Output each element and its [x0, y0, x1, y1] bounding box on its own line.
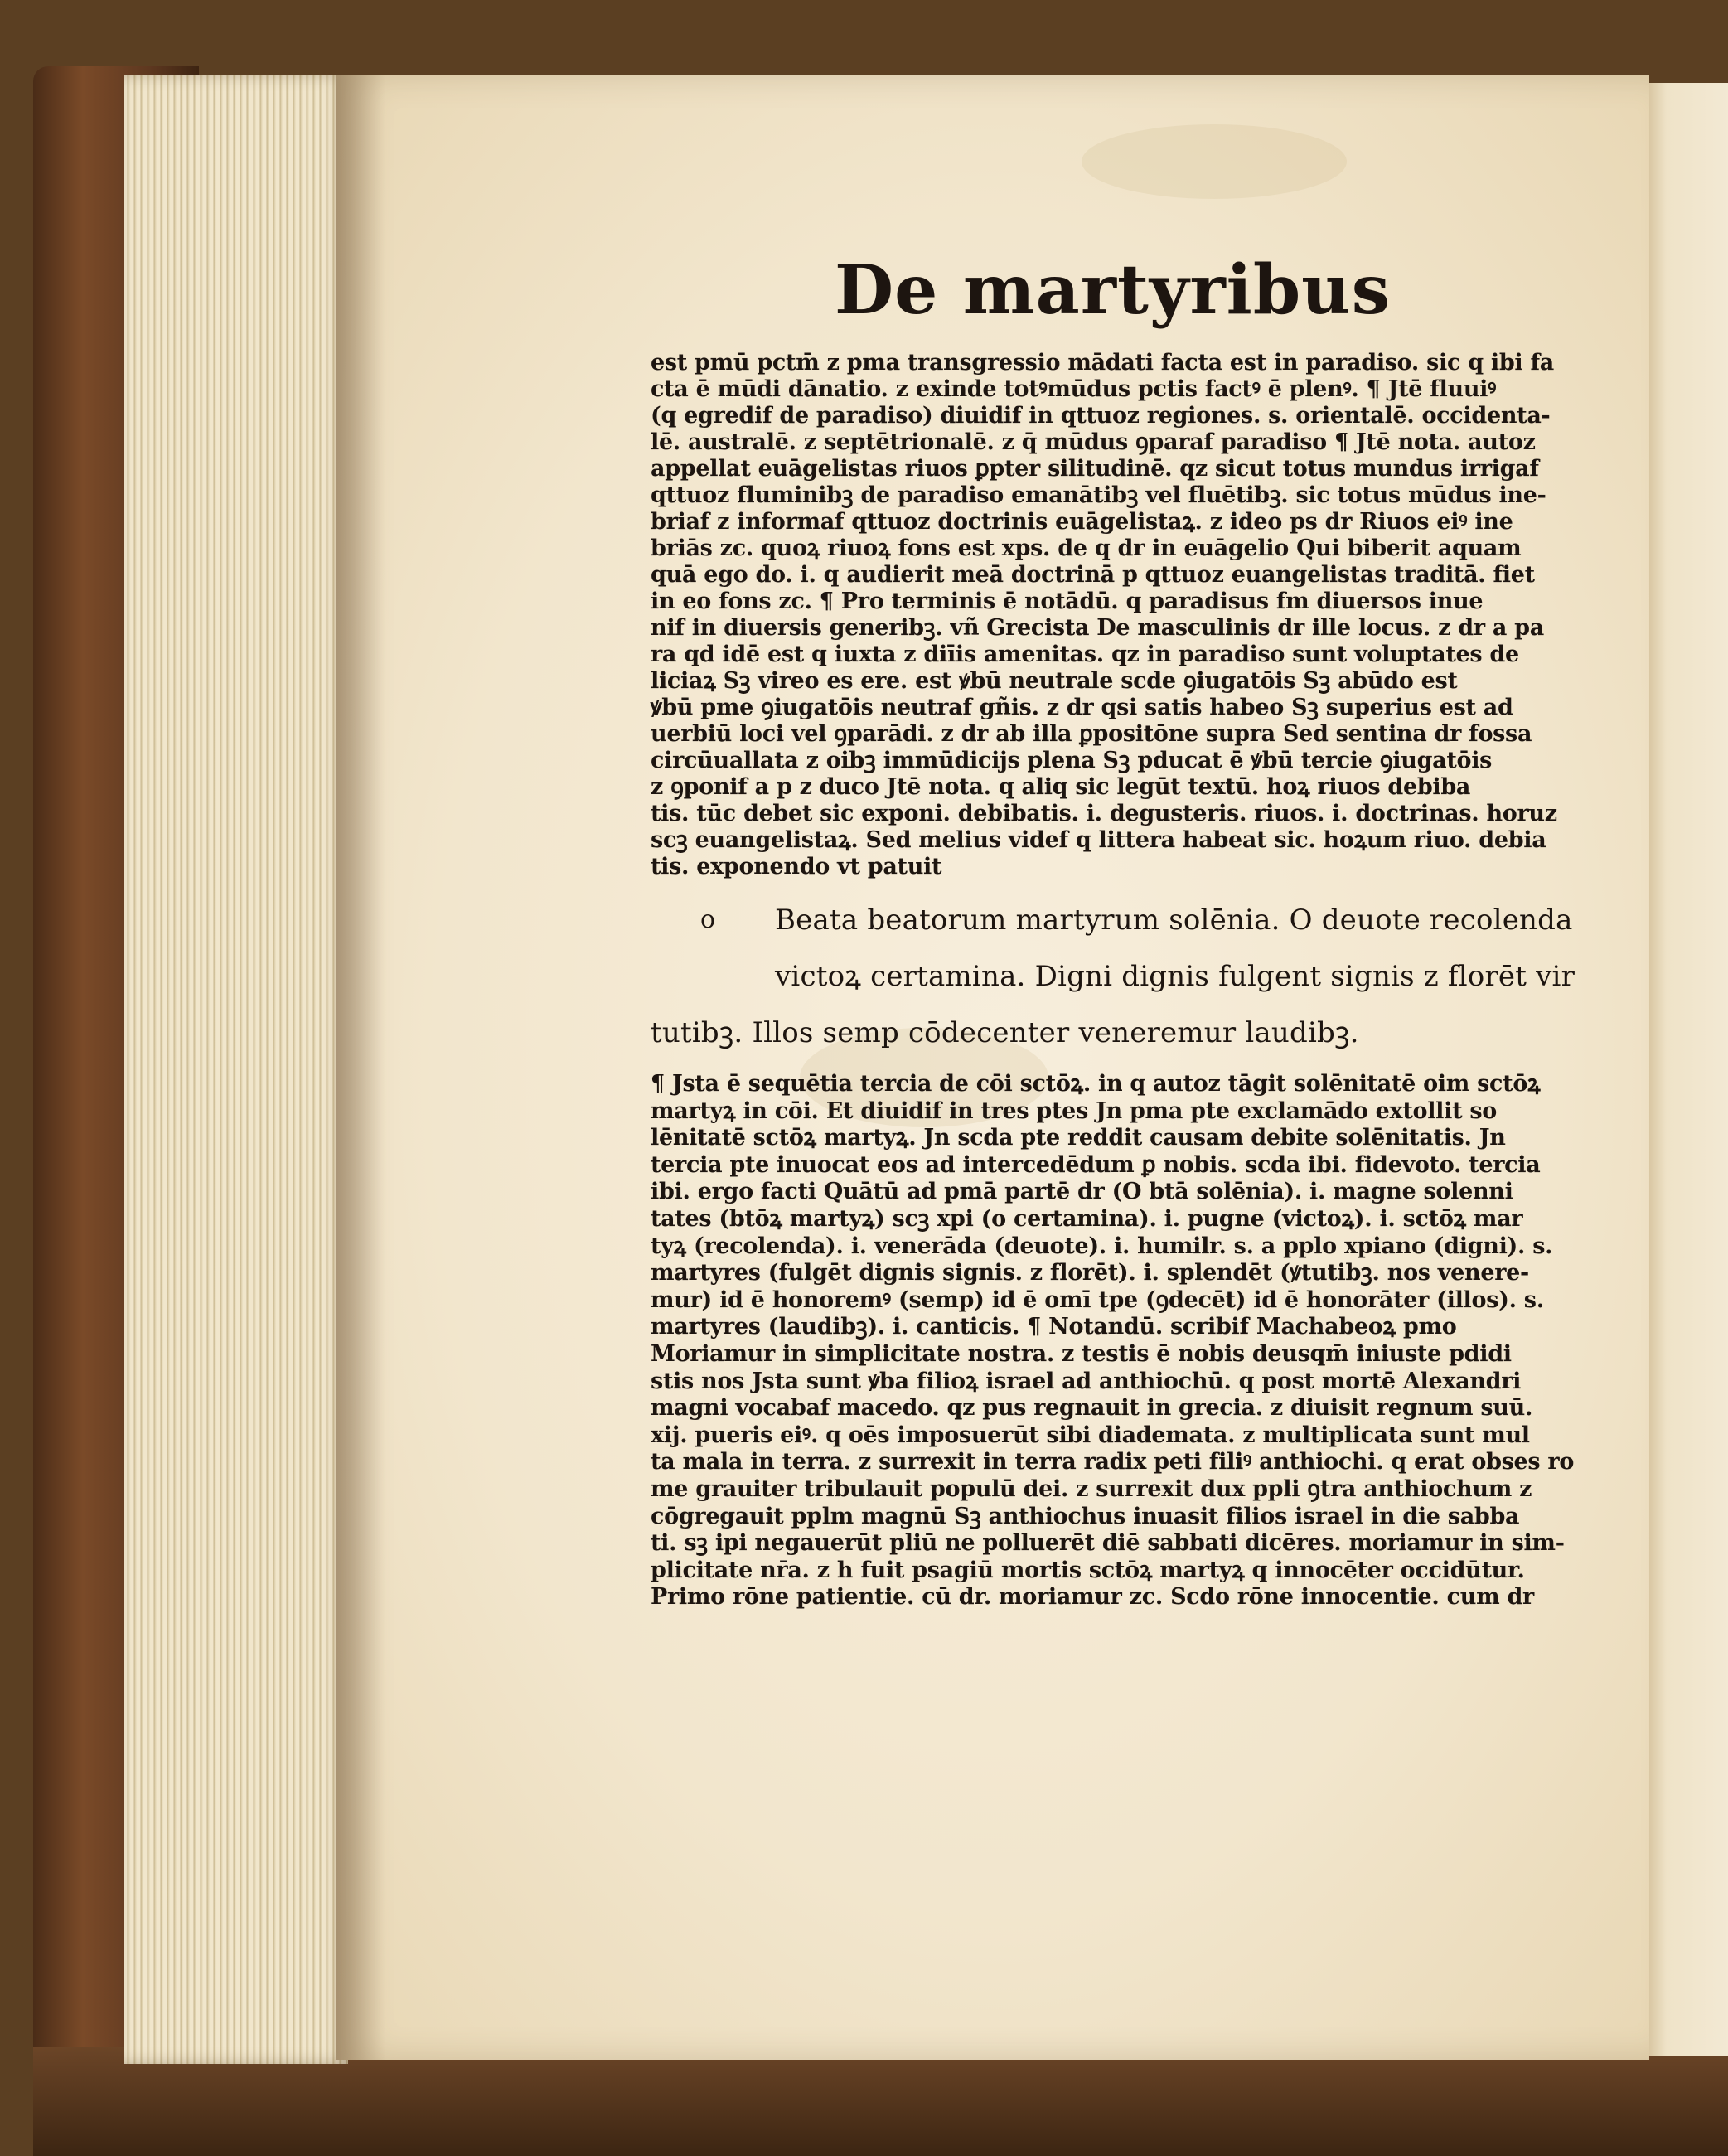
text-line: quā ego do. i. q audierit meā doctrinā p qttuoz euangelistas traditā. fiet — [651, 562, 1535, 588]
text-line: Moriamur in simplicitate nostra. z testis ē nobis deusqm̄ iniuste pdidi — [651, 1340, 1512, 1367]
sequence-line: victoꝝ certamina. Digni dignis fulgent signis z florēt vir — [775, 960, 1576, 993]
text-line: martyres (laudibꝫ). i. canticis. ¶ Notandū. scribif Machabeoꝝ pmo — [651, 1314, 1457, 1340]
text-line: tyꝝ (recolenda). i. venerāda (deuote). i. humilr. s. a pplo xpiano (digni). s. — [651, 1233, 1553, 1259]
page-content — [651, 249, 1576, 1611]
text-line: martyres (fulgēt dignis signis. z florēt). i. splendēt (ꝟtutibꝫ. nos venere- — [651, 1260, 1529, 1286]
text-line: z ꝯponif a p z duco Jtē nota. q aliq sic legūt textū. hoꝝ riuos debiba — [651, 774, 1471, 800]
text-line: scꝫ euangelistaꝝ. Sed melius videf q littera habeat sic. hoꝝum riuo. debia — [651, 827, 1546, 853]
text-line: appellat euāgelistas riuos ꝑpter silitudinē. qz sicut totus mundus irrigaf — [651, 456, 1539, 482]
text-line: stis nos Jsta sunt ꝟba filioꝝ israel ad anthiochū. q post mortē Alexandri — [651, 1368, 1522, 1394]
sequence-text-block — [651, 892, 1576, 1061]
text-line: Primo rōne patientie. cū dr. moriamur zc. Scdo rōne innocentie. cum dr — [651, 1584, 1534, 1611]
text-line: ta mala in terra. z surrexit in terra radix peti filiꝰ anthiochi. q erat obses ro — [651, 1449, 1575, 1475]
text-line: liciaꝝ Sꝫ vireo es ere. est ꝟbū neutrale scde ꝯiugatōis Sꝫ abūdo est — [651, 668, 1458, 694]
commentary-block-1 — [651, 350, 1557, 880]
text-line: qttuoz fluminibꝫ de paradiso emanātibꝫ vel fluētibꝫ. sic totus mūdus ine- — [651, 482, 1546, 508]
sequence-marker: o — [700, 905, 716, 934]
text-line: mur) id ē honoremꝰ (semp) id ē omī tpe (ꝯdecēt) id ē honorāter (illos). s. — [651, 1286, 1544, 1313]
text-line: cta ē mūdi dānatio. z exinde totꝰmūdus pctis factꝰ ē plenꝰ. ¶ Jtē fluuiꝰ — [651, 376, 1497, 402]
text-line: tates (btōꝝ martyꝝ) scꝫ xpi (o certamina). i. pugne (victoꝝ). i. sctōꝝ mar — [651, 1205, 1523, 1232]
commentary-block-2 — [651, 1071, 1575, 1611]
text-line: briaf z informaf qttuoz doctrinis euāgelistaꝝ. z ideo ps dr Riuos eiꝰ ine — [651, 509, 1513, 535]
text-line: magni vocabaf macedo. qz pus regnauit in grecia. z diuisit regnum suū. — [651, 1395, 1533, 1422]
sequence-line: Beata beatorum martyrum solēnia. O deuote recolenda — [775, 904, 1573, 937]
sequence-line: tutibꝫ. Illos semp cōdecenter veneremur laudibꝫ. — [651, 1016, 1359, 1049]
text-line: cōgregauit pplm magnū Sꝫ anthiochus inuasit filios israel in die sabba — [651, 1503, 1520, 1529]
text-line: lē. australē. z septētrionalē. z q̄ mūdus ꝯparaf paradiso ¶ Jtē nota. autoz — [651, 429, 1536, 455]
text-line: est pmū pctm̄ z pma transgressio mādati facta est in paradiso. sic q ibi fa — [651, 350, 1554, 375]
text-line: ibi. ergo facti Quātū ad pmā partē dr (O btā solēnia). i. magne solenni — [651, 1179, 1513, 1205]
text-line: ra qd idē est q iuxta z diīis amenitas. qz in paradiso sunt voluptates de — [651, 642, 1519, 667]
facing-page-edge — [1637, 83, 1728, 2056]
page-edges — [124, 75, 348, 2064]
text-line: in eo fons zc. ¶ Pro terminis ē notādū. q paradisus fm diuersos inue — [651, 589, 1484, 614]
text-line: ¶ Jsta ē sequētia tercia de cōi sctōꝝ. in q autoz tāgit solēnitatē oim sctōꝝ — [651, 1071, 1541, 1097]
text-line: (q egredif de paradiso) diuidif in qttuoz regiones. s. orientalē. occidenta- — [651, 403, 1551, 429]
running-title: De martyribus — [835, 250, 1391, 330]
text-line: circūuallata z oibꝫ immūdicijs plena Sꝫ pducat ē ꝟbū tercie ꝯiugatōis — [651, 748, 1493, 773]
text-line: xij. pueris eiꝰ. q oēs imposuerūt sibi diademata. z multiplicata sunt mul — [651, 1422, 1530, 1448]
text-line: nif in diuersis generibꝫ. vñ Grecista De masculinis dr ille locus. z dr a pa — [651, 615, 1544, 641]
text-line: tercia pte inuocat eos ad intercedēdum ꝑ nobis. scda ibi. fidevoto. tercia — [651, 1151, 1541, 1178]
text-line: me grauiter tribulauit populū dei. z surrexit dux ppli ꝯtra anthiochum z — [651, 1475, 1532, 1502]
text-line: lēnitatē sctōꝝ martyꝝ. Jn scda pte reddit causam debite solēnitatis. Jn — [651, 1125, 1506, 1151]
text-line: briās zc. quoꝝ riuoꝝ fons est xps. de q dr in euāgelio Qui biberit aquam — [651, 535, 1522, 561]
text-line: tis. tūc debet sic exponi. debibatis. i. degusteris. riuos. i. doctrinas. horuz — [651, 801, 1557, 826]
text-line: uerbiū loci vel ꝯparādi. z dr ab illa ꝑpositōne supra Sed sentina dr fossa — [651, 721, 1532, 747]
text-line: ꝟbū pme ꝯiugatōis neutraf gñis. z dr qsi satis habeo Sꝫ superius est ad — [651, 695, 1513, 720]
paper-stain — [1082, 124, 1347, 199]
text-line: martyꝝ in cōi. Et diuidif in tres ptes Jn pma pte exclamādo extollit so — [651, 1097, 1497, 1124]
text-line: plicitate nr̄a. z h fuit psagiū mortis sctōꝝ martyꝝ q innocēter occidūtur. — [651, 1557, 1525, 1583]
gutter-shadow — [336, 75, 385, 2060]
text-line: ti. sꝫ ipi negauerūt pliū ne polluerēt diē sabbati dicēres. moriamur in sim- — [651, 1530, 1565, 1557]
text-line: tis. exponendo vt patuit — [651, 854, 942, 879]
